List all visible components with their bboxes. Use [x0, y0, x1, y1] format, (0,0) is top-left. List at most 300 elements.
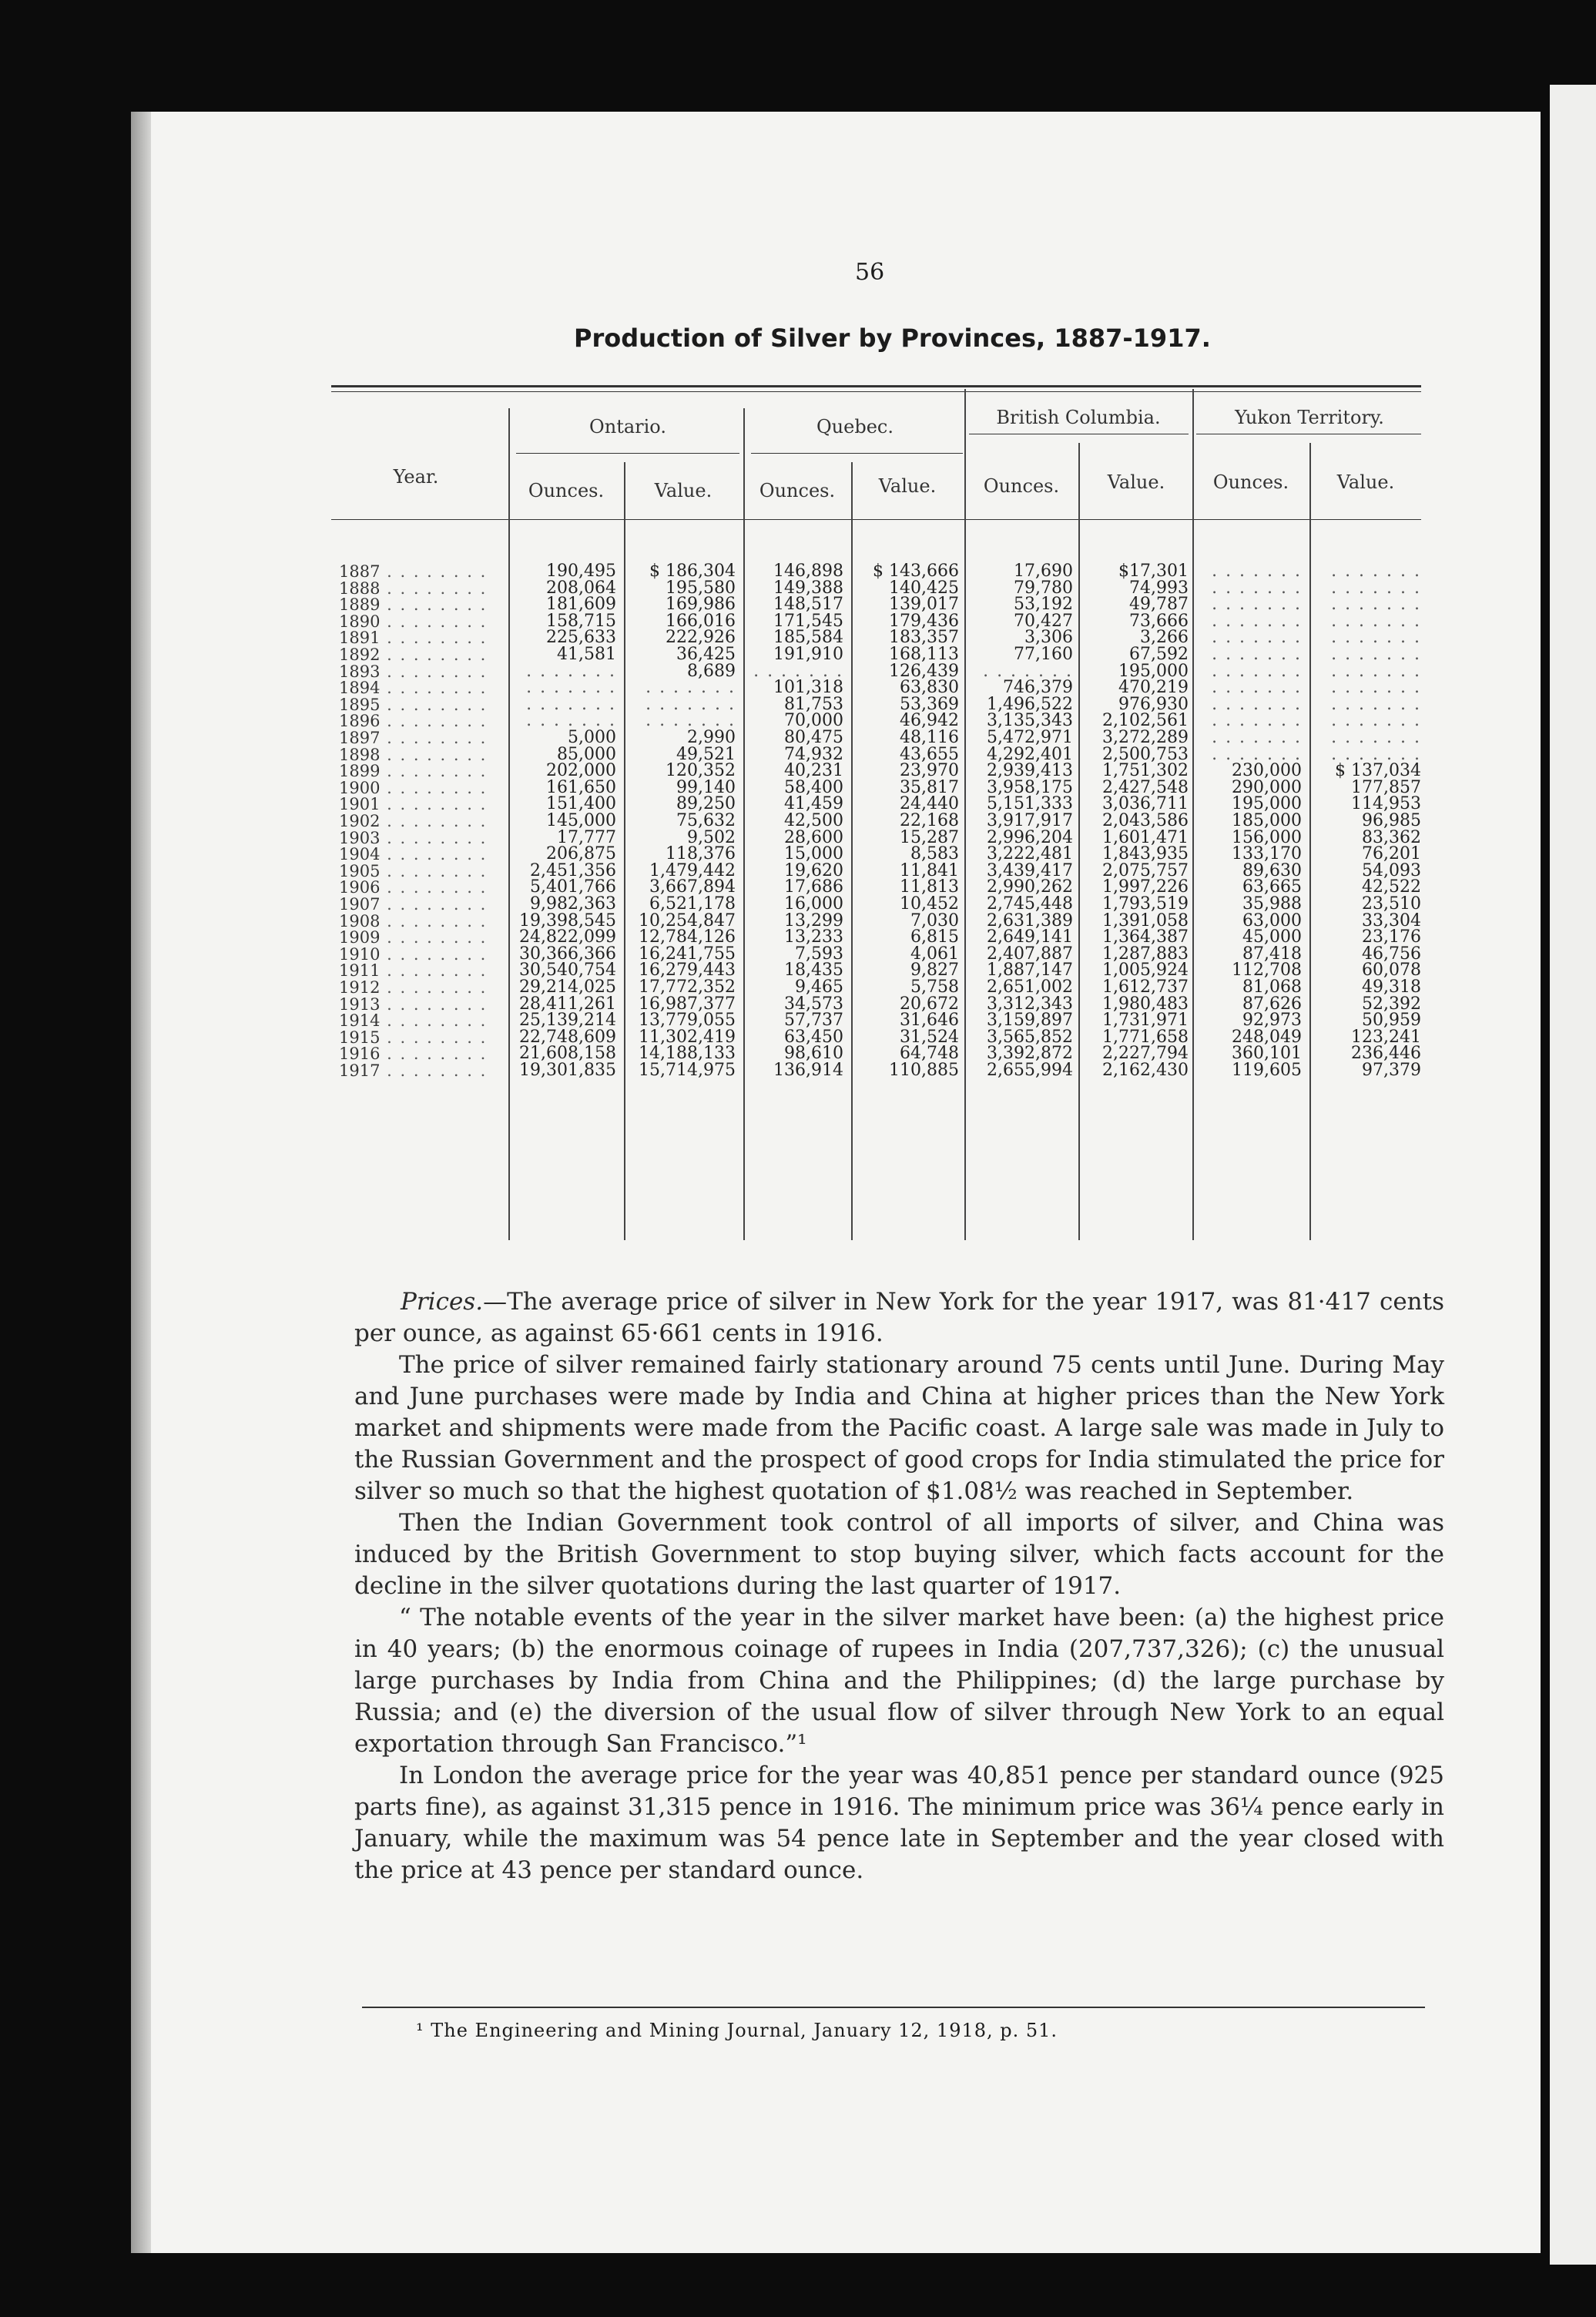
cell-ontario-value: 13,779,055	[639, 1011, 736, 1031]
cell-quebec-value: 24,440	[900, 794, 959, 814]
col-divider-yukon	[1309, 443, 1311, 1240]
cell-bc-ounces: 3,439,417	[987, 860, 1073, 880]
cell-ontario-ounces: 206,875	[546, 844, 616, 864]
cell-quebec-value: 168,113	[889, 645, 959, 664]
year-header: Year.	[393, 466, 439, 488]
cell-bc-ounces: 3,135,343	[987, 711, 1073, 731]
cell-quebec-value: 10,452	[900, 894, 959, 914]
cell-ontario-ounces: 158,715	[546, 611, 616, 631]
cell-quebec-ounces: 17,686	[784, 877, 843, 897]
cell-yukon-value: . . . . . . .	[1331, 728, 1421, 747]
col-divider-ontario	[624, 462, 625, 1240]
year-label: 1899	[339, 762, 381, 781]
leader-dots: . . . . . . . .	[380, 745, 488, 764]
cell-ontario-ounces: 145,000	[546, 811, 616, 830]
cell-yukon-ounces: 133,170	[1232, 844, 1302, 864]
cell-yukon-ounces: 89,630	[1242, 860, 1302, 880]
cell-ontario-ounces: 2,451,356	[530, 860, 616, 880]
cell-quebec-ounces: 15,000	[784, 844, 843, 864]
leader-dots: . . . . . . . .	[380, 778, 488, 797]
cell-bc-value: 1,601,471	[1102, 827, 1189, 847]
cell-quebec-ounces: 149,388	[773, 578, 843, 598]
cell-quebec-ounces: 148,517	[773, 595, 843, 615]
cell-yukon-value: . . . . . . .	[1331, 661, 1421, 681]
cell-yukon-value: . . . . . . .	[1331, 645, 1421, 664]
cell-yukon-ounces: 156,000	[1232, 827, 1302, 847]
province-header-ontario: Ontario.	[589, 416, 666, 438]
cell-ontario-ounces: 19,301,835	[519, 1061, 616, 1080]
leader-dots: . . . . . . . .	[380, 629, 488, 648]
cell-yukon-ounces: 112,708	[1232, 961, 1302, 981]
year-label: 1915	[339, 1028, 381, 1047]
prices-caption: Prices.	[401, 1288, 484, 1316]
cell-yukon-ounces: . . . . . . .	[1212, 694, 1302, 714]
cell-yukon-ounces: . . . . . . .	[1212, 628, 1302, 648]
cell-ontario-ounces: 9,982,363	[530, 894, 616, 914]
quebec-header-rule	[751, 453, 963, 454]
leader-dots: . . . . . . . .	[380, 878, 488, 897]
year-label: 1887	[339, 562, 381, 581]
leader-dots: . . . . . . . .	[380, 911, 488, 930]
cell-yukon-value: 33,304	[1362, 910, 1421, 930]
cell-ontario-value: 89,250	[676, 794, 736, 814]
cell-yukon-ounces: . . . . . . .	[1212, 744, 1302, 764]
cell-yukon-ounces: 63,665	[1242, 877, 1302, 897]
cell-bc-value: 1,005,924	[1102, 961, 1189, 981]
cell-yukon-value: 60,078	[1362, 961, 1421, 981]
cell-bc-value: 1,980,483	[1102, 994, 1189, 1014]
col-divider-year	[508, 408, 510, 1240]
col-divider-quebec-bc	[964, 389, 966, 1240]
cell-yukon-ounces: . . . . . . .	[1212, 661, 1302, 681]
cell-ontario-ounces: 161,650	[546, 777, 616, 797]
cell-yukon-value: 123,241	[1351, 1027, 1421, 1047]
cell-quebec-value: 20,672	[900, 994, 959, 1014]
cell-quebec-value: 126,439	[889, 661, 959, 681]
cell-bc-ounces: 17,690	[1014, 562, 1073, 581]
year-cell	[339, 612, 487, 631]
col-header-bc-value: Value.	[1107, 471, 1165, 493]
cell-ontario-ounces: 21,608,158	[519, 1044, 616, 1064]
cell-quebec-value: 64,748	[900, 1044, 959, 1064]
cell-yukon-ounces: . . . . . . .	[1212, 611, 1302, 631]
cell-bc-value: 1,731,971	[1102, 1011, 1189, 1031]
year-label: 1909	[339, 928, 381, 947]
cell-ontario-value: 17,772,352	[639, 977, 736, 997]
cell-ontario-ounces: 225,633	[546, 628, 616, 648]
year-cell	[339, 562, 487, 581]
cell-bc-value: 1,997,226	[1102, 877, 1189, 897]
table-top-rule	[331, 385, 1421, 387]
cell-quebec-ounces: 13,233	[784, 927, 843, 947]
cell-yukon-value: . . . . . . .	[1331, 628, 1421, 648]
year-cell	[339, 579, 487, 598]
cell-yukon-value: $ 137,034	[1335, 761, 1421, 781]
leader-dots: . . . . . . . .	[380, 645, 488, 664]
year-label: 1914	[339, 1011, 381, 1031]
year-cell	[339, 912, 487, 930]
year-cell	[339, 928, 487, 947]
year-label: 1916	[339, 1044, 381, 1064]
leader-dots: . . . . . . . .	[380, 1011, 488, 1031]
year-cell	[339, 1011, 487, 1030]
year-label: 1897	[339, 729, 381, 747]
cell-ontario-value: 169,986	[666, 595, 736, 615]
province-header-british-columbia: British Columbia.	[996, 407, 1161, 428]
cell-ontario-ounces: 22,748,609	[519, 1027, 616, 1047]
cell-ontario-value: 12,784,126	[639, 927, 736, 947]
cell-yukon-value: 50,959	[1362, 1011, 1421, 1031]
table-title: Production of Silver by Provinces, 1887-1917.	[574, 324, 1211, 353]
cell-quebec-value: 6,815	[910, 927, 959, 947]
prices-text: —The average price of silver in New York for the year 1917, was 81·417 cents per ounce, as against 65·661 cents in 1916.	[354, 1288, 1444, 1347]
cell-bc-ounces: 2,745,448	[987, 894, 1073, 914]
cell-ontario-value: 99,140	[676, 777, 736, 797]
cell-yukon-ounces: 248,049	[1232, 1027, 1302, 1047]
paragraph-4-quote: “ The notable events of the year in the silver market have been: (a) the highest price in 40 years; (b) the enormous coinage of rupees in India (207,737,326); (c) the unusual large purchases by India from China and the Philippines; (d) the large purchase by Russia; and (e) the diversion of the usual flow of silver through New York to an equal exportation through San Francisco.”¹	[354, 1604, 1444, 1758]
year-cell	[339, 812, 487, 830]
cell-quebec-value: $ 143,666	[873, 562, 959, 581]
year-label: 1906	[339, 878, 381, 897]
leader-dots: . . . . . . . .	[380, 679, 488, 698]
cell-bc-ounces: 1,887,147	[987, 961, 1073, 981]
cell-yukon-ounces: 35,988	[1242, 894, 1302, 914]
paragraph-3: Then the Indian Government took control of all imports of silver, and China was induced by the British Government to stop buying silver, which facts account for the decline in the silver quotations during the last quarter of 1917.	[354, 1509, 1444, 1600]
cell-ontario-ounces: 151,400	[546, 794, 616, 814]
cell-yukon-value: . . . . . . .	[1331, 678, 1421, 698]
year-label: 1896	[339, 712, 381, 731]
cell-yukon-ounces: . . . . . . .	[1212, 562, 1302, 581]
footnote-rule	[362, 2007, 1425, 2008]
cell-quebec-ounces: 58,400	[784, 777, 843, 797]
cell-yukon-value: 46,756	[1362, 944, 1421, 964]
leader-dots: . . . . . . . .	[380, 1028, 488, 1047]
cell-ontario-value: 36,425	[676, 645, 736, 664]
cell-quebec-ounces: . . . . . . .	[753, 661, 843, 681]
cell-ontario-ounces: 25,139,214	[519, 1011, 616, 1031]
year-label: 1891	[339, 629, 381, 648]
col-header-yukon-ounces: Ounces.	[1212, 471, 1289, 493]
cell-yukon-ounces: . . . . . . .	[1212, 595, 1302, 615]
year-label: 1890	[339, 612, 381, 631]
year-cell	[339, 729, 487, 747]
year-label: 1888	[339, 578, 381, 598]
cell-yukon-ounces: 230,000	[1232, 761, 1302, 781]
cell-quebec-ounces: 42,500	[784, 811, 843, 830]
cell-yukon-value: 54,093	[1362, 860, 1421, 880]
leader-dots: . . . . . . . .	[380, 562, 488, 581]
year-label: 1908	[339, 911, 381, 930]
cell-bc-ounces: . . . . . . .	[983, 661, 1073, 681]
cell-quebec-value: 179,436	[889, 611, 959, 631]
cell-quebec-ounces: 18,435	[784, 961, 843, 981]
cell-bc-value: 1,364,387	[1102, 927, 1189, 947]
cell-yukon-value: 23,176	[1362, 927, 1421, 947]
cell-yukon-ounces: 92,973	[1242, 1011, 1302, 1031]
cell-ontario-value: 16,241,755	[639, 944, 736, 964]
year-cell	[339, 1028, 487, 1047]
col-header-ontario-value: Value.	[654, 480, 712, 501]
year-label: 1907	[339, 895, 381, 914]
cell-quebec-value: 11,841	[900, 860, 959, 880]
year-cell	[339, 978, 487, 997]
year-label: 1913	[339, 994, 381, 1014]
cell-quebec-value: 53,369	[900, 694, 959, 714]
province-header-yukon: Yukon Territory.	[1235, 407, 1384, 428]
cell-ontario-value: 120,352	[666, 761, 736, 781]
col-divider-ontario-quebec	[743, 408, 745, 1240]
cell-quebec-value: 22,168	[900, 811, 959, 830]
cell-ontario-value: 15,714,975	[639, 1061, 736, 1080]
cell-ontario-value: $ 186,304	[649, 562, 736, 581]
year-label: 1905	[339, 861, 381, 880]
cell-yukon-value: . . . . . . .	[1331, 595, 1421, 615]
leader-dots: . . . . . . . .	[380, 662, 488, 681]
col-header-yukon-value: Value.	[1336, 471, 1395, 493]
cell-quebec-ounces: 57,737	[784, 1011, 843, 1031]
leader-dots: . . . . . . . .	[380, 578, 488, 598]
cell-ontario-value: 10,254,847	[639, 910, 736, 930]
cell-yukon-value: . . . . . . .	[1331, 711, 1421, 731]
cell-yukon-ounces: . . . . . . .	[1212, 678, 1302, 698]
cell-bc-ounces: 2,631,389	[987, 910, 1073, 930]
cell-quebec-value: 46,942	[900, 711, 959, 731]
footnote: ¹ The Engineering and Mining Journal, January 12, 1918, p. 51.	[416, 2020, 1058, 2041]
cell-quebec-ounces: 19,620	[784, 860, 843, 880]
cell-yukon-ounces: 45,000	[1242, 927, 1302, 947]
ontario-header-rule	[516, 453, 739, 454]
page-number: 56	[855, 259, 885, 286]
cell-bc-value: 976,930	[1118, 694, 1189, 714]
cell-ontario-value: . . . . . . .	[645, 694, 736, 714]
cell-bc-ounces: 5,151,333	[987, 794, 1073, 814]
cell-bc-ounces: 2,990,262	[987, 877, 1073, 897]
leader-dots: . . . . . . . .	[380, 612, 488, 631]
cell-ontario-value: 222,926	[666, 628, 736, 648]
leader-dots: . . . . . . . .	[380, 712, 488, 731]
header-bottom-rule	[331, 519, 1421, 520]
cell-bc-ounces: 70,427	[1014, 611, 1073, 631]
year-cell	[339, 762, 487, 780]
leader-dots: . . . . . . . .	[380, 812, 488, 830]
cell-yukon-value: 49,318	[1362, 977, 1421, 997]
cell-ontario-ounces: 19,398,545	[519, 910, 616, 930]
cell-ontario-ounces: 30,540,754	[519, 961, 616, 981]
year-label: 1901	[339, 795, 381, 814]
province-header-quebec: Quebec.	[816, 416, 894, 438]
paragraph-5: In London the average price for the year was 40,851 pence per standard ounce (925 parts fine), as against 31,315 pence in 1916. The minimum price was 36¼ pence early in January, while the maximum was 54 pence late in September and the year closed with the price at 43 pence per standard ounce.	[354, 1762, 1444, 1884]
year-cell	[339, 995, 487, 1014]
cell-ontario-ounces: 29,214,025	[519, 977, 616, 997]
cell-yukon-value: 96,985	[1362, 811, 1421, 830]
cell-bc-ounces: 3,958,175	[987, 777, 1073, 797]
cell-ontario-ounces: . . . . . . .	[526, 711, 616, 731]
cell-ontario-value: 195,580	[666, 578, 736, 598]
cell-bc-ounces: 3,159,897	[987, 1011, 1073, 1031]
cell-bc-ounces: 2,996,204	[987, 827, 1073, 847]
cell-yukon-ounces: 63,000	[1242, 910, 1302, 930]
cell-yukon-ounces: 360,101	[1232, 1044, 1302, 1064]
cell-yukon-ounces: . . . . . . .	[1212, 711, 1302, 731]
leader-dots: . . . . . . . .	[380, 795, 488, 814]
cell-bc-value: 2,427,548	[1102, 777, 1189, 797]
cell-bc-ounces: 2,655,994	[987, 1061, 1073, 1080]
cell-yukon-value: 114,953	[1351, 794, 1421, 814]
leader-dots: . . . . . . . .	[380, 928, 488, 947]
year-cell	[339, 829, 487, 847]
cell-quebec-ounces: 34,573	[784, 994, 843, 1014]
year-label: 1911	[339, 961, 381, 981]
cell-bc-value: 3,266	[1140, 628, 1189, 648]
adjacent-page-edge	[1550, 85, 1596, 2265]
cell-bc-ounces: 3,222,481	[987, 844, 1073, 864]
year-cell	[339, 1061, 487, 1080]
cell-bc-value: 2,043,586	[1102, 811, 1189, 830]
cell-quebec-value: 4,061	[910, 944, 959, 964]
cell-bc-ounces: 3,306	[1024, 628, 1073, 648]
leader-dots: . . . . . . . .	[380, 895, 488, 914]
cell-ontario-value: . . . . . . .	[645, 678, 736, 698]
cell-ontario-ounces: 17,777	[557, 827, 616, 847]
col-header-quebec-ounces: Ounces.	[759, 480, 836, 501]
leader-dots: . . . . . . . .	[380, 845, 488, 864]
cell-bc-value: 2,162,430	[1102, 1061, 1189, 1080]
cell-yukon-ounces: . . . . . . .	[1212, 578, 1302, 598]
leader-dots: . . . . . . . .	[380, 944, 488, 964]
year-label: 1898	[339, 745, 381, 764]
year-label: 1895	[339, 695, 381, 714]
cell-ontario-value: 9,502	[687, 827, 736, 847]
cell-yukon-value: 42,522	[1362, 877, 1421, 897]
year-label: 1894	[339, 679, 381, 698]
cell-ontario-value: . . . . . . .	[645, 711, 736, 731]
cell-bc-value: 74,993	[1129, 578, 1189, 598]
leader-dots: . . . . . . . .	[380, 762, 488, 781]
cell-yukon-value: . . . . . . .	[1331, 578, 1421, 598]
col-header-quebec-value: Value.	[878, 475, 937, 497]
year-label: 1917	[339, 1061, 381, 1080]
col-divider-quebec	[851, 462, 853, 1240]
cell-yukon-value: 177,857	[1351, 777, 1421, 797]
cell-ontario-ounces: . . . . . . .	[526, 661, 616, 681]
cell-quebec-ounces: 191,910	[773, 645, 843, 664]
cell-bc-ounces: 4,292,401	[987, 744, 1073, 764]
cell-quebec-ounces: 16,000	[784, 894, 843, 914]
cell-ontario-ounces: 28,411,261	[519, 994, 616, 1014]
cell-ontario-value: 6,521,178	[649, 894, 736, 914]
cell-quebec-ounces: 13,299	[784, 910, 843, 930]
year-cell	[339, 595, 487, 614]
cell-bc-value: 1,612,737	[1102, 977, 1189, 997]
year-cell	[339, 795, 487, 813]
cell-ontario-ounces: 208,064	[546, 578, 616, 598]
cell-bc-ounces: 3,917,917	[987, 811, 1073, 830]
cell-quebec-value: 43,655	[900, 744, 959, 764]
cell-quebec-ounces: 81,753	[784, 694, 843, 714]
col-divider-bc	[1078, 443, 1080, 1240]
cell-yukon-ounces: 87,626	[1242, 994, 1302, 1014]
cell-ontario-value: 118,376	[666, 844, 736, 864]
cell-yukon-value: . . . . . . .	[1331, 611, 1421, 631]
cell-quebec-value: 139,017	[889, 595, 959, 615]
cell-quebec-ounces: 185,584	[773, 628, 843, 648]
cell-yukon-value: 23,510	[1362, 894, 1421, 914]
year-cell	[339, 679, 487, 697]
cell-ontario-value: 3,667,894	[649, 877, 736, 897]
cell-yukon-value: 83,362	[1362, 827, 1421, 847]
cell-quebec-ounces: 9,465	[795, 977, 843, 997]
cell-bc-value: 73,666	[1129, 611, 1189, 631]
year-cell	[339, 895, 487, 914]
cell-ontario-ounces: 5,000	[568, 728, 616, 747]
cell-bc-value: 1,793,519	[1102, 894, 1189, 914]
cell-bc-value: 49,787	[1129, 595, 1189, 615]
cell-quebec-value: 5,758	[910, 977, 959, 997]
cell-ontario-ounces: 5,401,766	[530, 877, 616, 897]
cell-yukon-ounces: 290,000	[1232, 777, 1302, 797]
cell-quebec-ounces: 40,231	[784, 761, 843, 781]
cell-bc-ounces: 1,496,522	[987, 694, 1073, 714]
cell-bc-ounces: 2,651,002	[987, 977, 1073, 997]
leader-dots: . . . . . . . .	[380, 961, 488, 981]
cell-quebec-ounces: 28,600	[784, 827, 843, 847]
year-label: 1910	[339, 944, 381, 964]
cell-bc-ounces: 79,780	[1014, 578, 1073, 598]
cell-bc-value: 3,036,711	[1102, 794, 1189, 814]
cell-ontario-ounces: 181,609	[546, 595, 616, 615]
cell-quebec-value: 183,357	[889, 628, 959, 648]
cell-quebec-value: 8,583	[910, 844, 959, 864]
year-cell	[339, 945, 487, 964]
cell-yukon-ounces: 81,068	[1242, 977, 1302, 997]
cell-bc-ounces: 746,379	[1003, 678, 1073, 698]
year-cell	[339, 696, 487, 714]
cell-yukon-value: 76,201	[1362, 844, 1421, 864]
cell-quebec-ounces: 74,932	[784, 744, 843, 764]
cell-yukon-ounces: . . . . . . .	[1212, 645, 1302, 664]
year-label: 1912	[339, 978, 381, 997]
cell-quebec-ounces: 101,318	[773, 678, 843, 698]
year-cell	[339, 961, 487, 980]
cell-bc-value: 1,771,658	[1102, 1027, 1189, 1047]
cell-quebec-value: 23,970	[900, 761, 959, 781]
prices-paragraph	[354, 1286, 1444, 1350]
cell-quebec-ounces: 80,475	[784, 728, 843, 747]
leader-dots: . . . . . . . .	[380, 1061, 488, 1080]
year-cell	[339, 746, 487, 764]
year-label: 1893	[339, 662, 381, 681]
cell-quebec-value: 31,524	[900, 1027, 959, 1047]
cell-yukon-value: . . . . . . .	[1331, 744, 1421, 764]
cell-bc-ounces: 3,565,852	[987, 1027, 1073, 1047]
cell-yukon-ounces: 185,000	[1232, 811, 1302, 830]
year-cell	[339, 1044, 487, 1063]
year-label: 1900	[339, 778, 381, 797]
cell-ontario-value: 75,632	[676, 811, 736, 830]
cell-quebec-value: 15,287	[900, 827, 959, 847]
cell-yukon-value: . . . . . . .	[1331, 562, 1421, 581]
cell-quebec-ounces: 136,914	[773, 1061, 843, 1080]
cell-bc-value: 1,843,935	[1102, 844, 1189, 864]
cell-bc-ounces: 2,939,413	[987, 761, 1073, 781]
cell-bc-ounces: 5,472,971	[987, 728, 1073, 747]
year-cell	[339, 845, 487, 863]
cell-ontario-ounces: 41,581	[557, 645, 616, 664]
cell-bc-ounces: 77,160	[1014, 645, 1073, 664]
cell-quebec-ounces: 70,000	[784, 711, 843, 731]
leader-dots: . . . . . . . .	[380, 994, 488, 1014]
cell-ontario-ounces: 30,366,366	[519, 944, 616, 964]
